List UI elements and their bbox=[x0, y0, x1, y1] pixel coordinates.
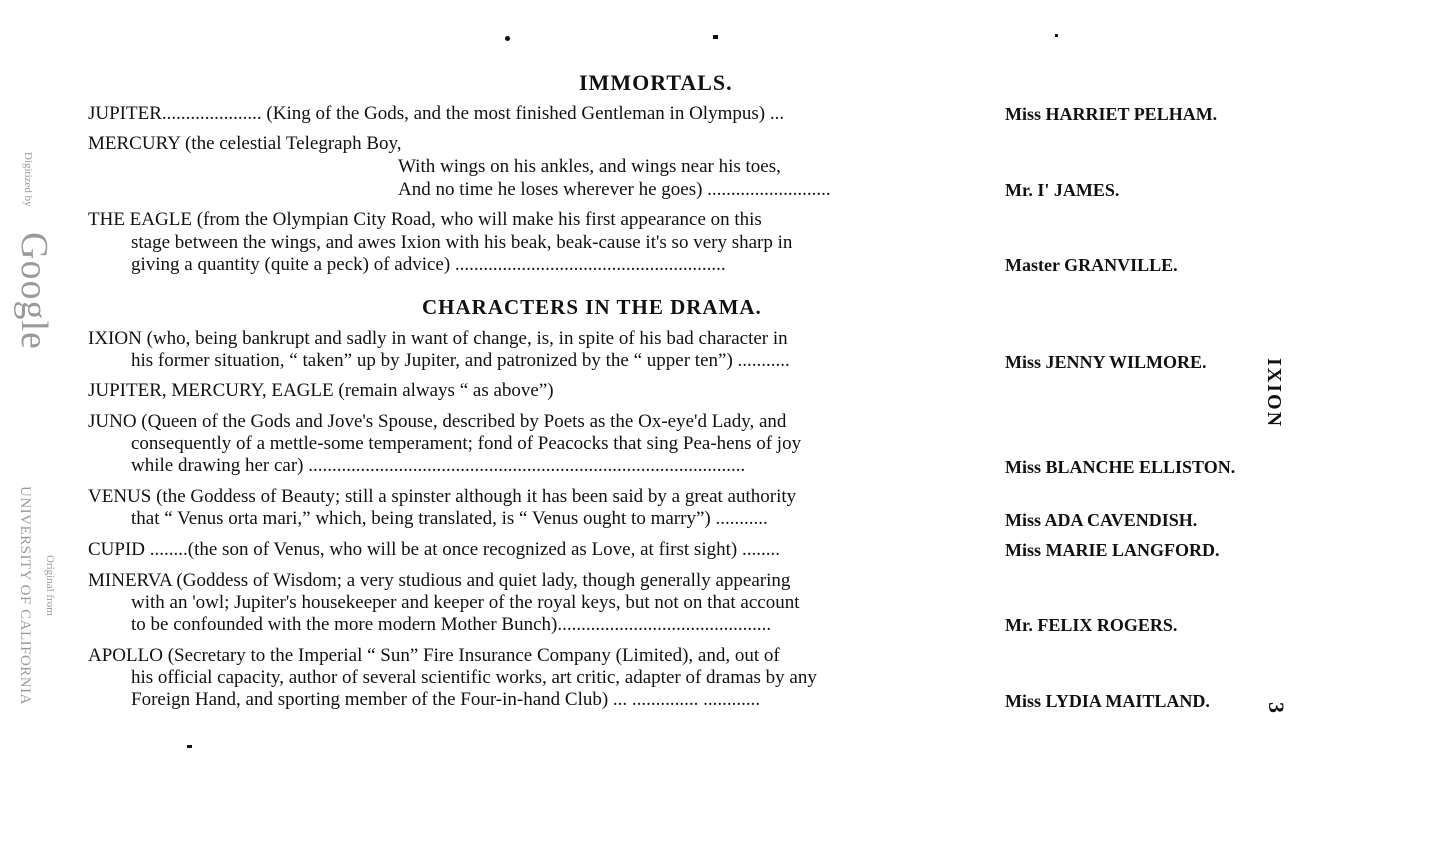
original-from-label: Original from bbox=[44, 555, 56, 616]
ixion-line-2: his former situation, “ taken” up by Jupiter, and patronized by the “ upper ten”) ........... bbox=[131, 350, 790, 371]
eagle-line-3: giving a quantity (quite a peck) of advice) ......................................................... bbox=[131, 254, 726, 275]
mercury-line-2: With wings on his ankles, and wings near his toes, bbox=[398, 156, 781, 177]
apollo-role: Miss LYDIA MAITLAND. bbox=[1005, 691, 1210, 711]
ink-speck bbox=[187, 745, 192, 748]
page-number: 3 bbox=[1264, 702, 1289, 715]
juno-line-1: JUNO (Queen of the Gods and Jove's Spouse, described by Poets as the Ox-eye'd Lady, and bbox=[88, 411, 787, 432]
eagle-line-1: THE EAGLE (from the Olympian City Road, who will make his first appearance on this bbox=[88, 209, 762, 230]
minerva-line-3: to be confounded with the more modern Mother Bunch)............................................. bbox=[131, 614, 772, 635]
apollo-line-1: APOLLO (Secretary to the Imperial “ Sun” Fire Insurance Company (Limited), and, out of bbox=[88, 645, 780, 666]
venus-line-2: that “ Venus orta mari,” which, being translated, is “ Venus ought to marry”) ........... bbox=[131, 508, 768, 529]
cupid-line: CUPID ........(the son of Venus, who will be at once recognized as Love, at first sight) ........ bbox=[88, 539, 780, 560]
digitized-by-label: Digitized by bbox=[22, 152, 34, 207]
running-title: IXION bbox=[1263, 358, 1285, 429]
venus-role: Miss ADA CAVENDISH. bbox=[1005, 510, 1198, 530]
eagle-role: Master GRANVILLE. bbox=[1005, 255, 1178, 275]
same-cast-line: JUPITER, MERCURY, EAGLE (remain always “ as above”) bbox=[88, 380, 554, 401]
mercury-line-1: MERCURY (the celestial Telegraph Boy, bbox=[88, 133, 402, 154]
jupiter-line: JUPITER..................... (King of the Gods, and the most finished Gentleman in Olympus) ... bbox=[88, 103, 785, 124]
juno-line-2: consequently of a mettle-some temperament; fond of Peacocks that sing Pea-hens of joy bbox=[131, 433, 802, 454]
juno-line-3: while drawing her car) ............................................................................................ bbox=[131, 455, 746, 476]
venus-line-1: VENUS (the Goddess of Beauty; still a spinster although it has been said by a great authority bbox=[88, 486, 797, 507]
google-logo: Google bbox=[13, 232, 55, 350]
ixion-role: Miss JENNY WILMORE. bbox=[1005, 352, 1207, 372]
jupiter-role: Miss HARRIET PELHAM. bbox=[1005, 104, 1218, 124]
ink-speck bbox=[1055, 34, 1058, 37]
heading-characters: CHARACTERS IN THE DRAMA. bbox=[422, 295, 762, 319]
university-label: UNIVERSITY OF CALIFORNIA bbox=[17, 486, 33, 705]
eagle-line-2: stage between the wings, and awes Ixion with his beak, beak-cause it's so very sharp in bbox=[131, 232, 793, 253]
cupid-role: Miss MARIE LANGFORD. bbox=[1005, 540, 1220, 560]
mercury-role: Mr. I' JAMES. bbox=[1005, 180, 1120, 200]
apollo-line-2: his official capacity, author of several scientific works, art critic, adapter of dramas by any bbox=[131, 667, 817, 688]
minerva-role: Mr. FELIX ROGERS. bbox=[1005, 615, 1178, 635]
apollo-line-3: Foreign Hand, and sporting member of the Four-in-hand Club) ... .............. ............ bbox=[131, 689, 761, 710]
minerva-line-2: with an 'owl; Jupiter's housekeeper and keeper of the royal keys, but not on that account bbox=[131, 592, 800, 613]
heading-immortals: IMMORTALS. bbox=[579, 70, 733, 95]
ink-speck bbox=[713, 35, 718, 39]
minerva-line-1: MINERVA (Goddess of Wisdom; a very studious and quiet lady, though generally appearing bbox=[88, 570, 791, 591]
ixion-line-1: IXION (who, being bankrupt and sadly in want of change, is, in spite of his bad character in bbox=[88, 328, 788, 349]
mercury-line-3: And no time he loses wherever he goes) .......................... bbox=[398, 179, 831, 200]
ink-speck bbox=[505, 36, 510, 41]
juno-role: Miss BLANCHE ELLISTON. bbox=[1005, 457, 1236, 477]
